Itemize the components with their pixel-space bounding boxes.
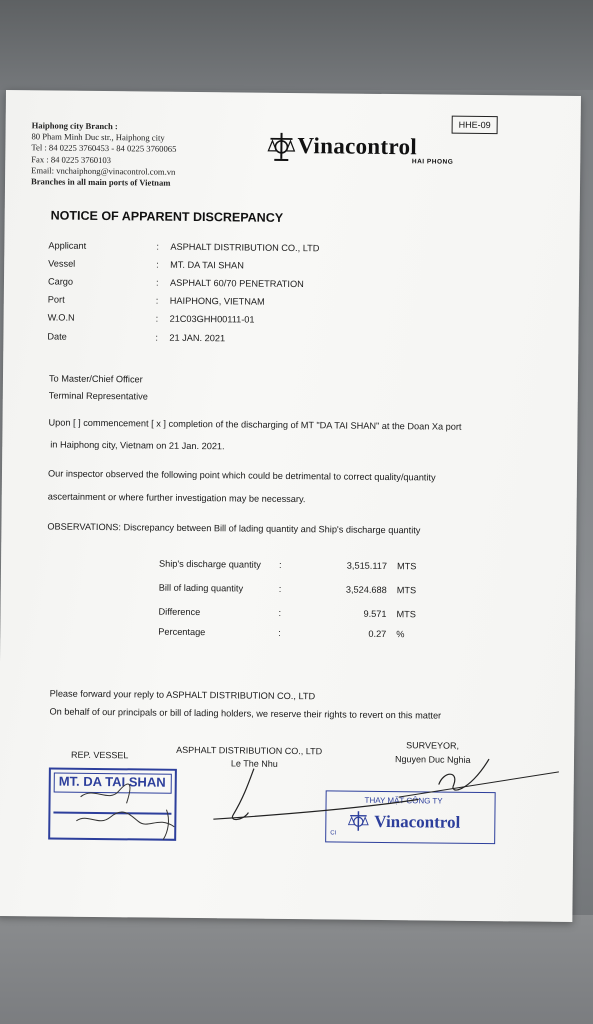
company-label: ASPHALT DISTRIBUTION CO., LTD xyxy=(176,744,323,757)
document-sheet xyxy=(0,90,581,922)
field-colon: : xyxy=(155,295,159,306)
field-value: 21C03GHH00111-01 xyxy=(169,313,255,325)
addressee-master: To Master/Chief Officer xyxy=(48,373,143,385)
field-label: W.O.N xyxy=(47,312,75,323)
vessel-stamp xyxy=(48,767,177,840)
quantity-label: Bill of lading quantity xyxy=(158,582,244,594)
branch-header xyxy=(31,120,177,189)
quantity-colon: : xyxy=(278,607,282,618)
paragraph-2-line-2: ascertainment or where further investigation may be necessary. xyxy=(47,491,306,505)
addressee-terminal: Terminal Representative xyxy=(48,390,148,402)
field-colon: : xyxy=(156,241,159,252)
branch-fax: Fax : 84 0225 3760103 xyxy=(31,153,112,165)
document-title: NOTICE OF APPARENT DISCREPANCY xyxy=(50,208,284,225)
surveyor-person: Nguyen Duc Nghia xyxy=(394,754,471,765)
quantity-unit: MTS xyxy=(396,561,417,572)
field-colon: : xyxy=(155,313,159,324)
background-bottom xyxy=(0,915,593,1024)
vessel-stamp-divider xyxy=(53,812,171,815)
vc-stamp-code: CI xyxy=(330,830,337,837)
vc-stamp-brand: Vinacontrol xyxy=(374,811,461,832)
field-colon: : xyxy=(155,332,159,343)
observations: OBSERVATIONS: Discrepancy between Bill of lading quantity and Ship's discharge quantity xyxy=(47,521,421,536)
branch-ports: Branches in all main ports of Vietnam xyxy=(30,176,171,188)
branch-email: Email: vnchaiphong@vinacontrol.com.vn xyxy=(31,165,176,177)
vc-stamp-top-text: THAY MẶT CÔNG TY xyxy=(364,795,443,806)
field-value: MT. DA TAI SHAN xyxy=(170,259,244,271)
field-label: Applicant xyxy=(48,240,87,251)
scale-icon xyxy=(267,131,295,163)
quantity-value: 3,515.117 xyxy=(346,560,388,572)
field-label: Cargo xyxy=(47,276,74,287)
branch-address: 80 Pham Minh Duc str., Haiphong city xyxy=(31,131,165,143)
quantity-colon: : xyxy=(278,559,282,570)
quantity-unit: MTS xyxy=(396,585,417,596)
branch-title: Haiphong city Branch : xyxy=(31,120,118,132)
surveyor-label: SURVEYOR, xyxy=(406,740,460,751)
branch-tel: Tel : 84 0225 3760453 - 84 0225 3760065 xyxy=(31,142,177,155)
rep-vessel-label: REP. VESSEL xyxy=(70,749,129,761)
closing-line-1: Please forward your reply to ASPHALT DISTRIBUTION CO., LTD xyxy=(49,688,316,702)
quantity-unit: % xyxy=(396,629,405,640)
quantity-colon: : xyxy=(278,583,282,594)
field-value: 21 JAN. 2021 xyxy=(169,332,226,344)
paragraph-2-line-1: Our inspector observed the following point which could be detrimental to correct quality/quantity xyxy=(47,468,436,483)
field-colon: : xyxy=(155,277,159,288)
closing-line-2: On behalf of our principals or bill of lading holders, we reserve their rights to revert on this matter xyxy=(49,706,442,721)
brand-name: Vinacontrol xyxy=(297,133,418,160)
quantity-unit: MTS xyxy=(396,609,416,620)
field-value: ASPHALT DISTRIBUTION CO., LTD xyxy=(170,241,320,254)
paragraph-1-line-1: Upon [ ] commencement [ x ] completion of the discharging of MT "DA TAI SHAN" at the Doan Xa port xyxy=(48,417,462,432)
document-code: HHE-09 xyxy=(452,116,498,134)
quantity-label: Percentage xyxy=(158,626,206,638)
quantity-label: Ship's discharge quantity xyxy=(158,558,261,570)
vinacontrol-stamp xyxy=(325,790,496,844)
brand-subtitle: HAI PHONG xyxy=(411,158,454,166)
paragraph-1-line-2: in Haiphong city, Vietnam on 21 Jan. 2021. xyxy=(50,439,225,452)
company-person: Le The Nhu xyxy=(230,758,278,769)
field-colon: : xyxy=(156,259,159,270)
scale-icon xyxy=(346,810,370,834)
background-top xyxy=(0,0,593,90)
field-label: Port xyxy=(47,294,65,305)
quantity-value: 3,524.688 xyxy=(345,584,387,596)
field-value: HAIPHONG, VIETNAM xyxy=(169,295,265,307)
vinacontrol-logo xyxy=(267,131,457,167)
quantity-label: Difference xyxy=(158,606,201,618)
quantity-value: 0.27 xyxy=(368,628,387,640)
field-label: Date xyxy=(47,331,67,342)
quantity-value: 9.571 xyxy=(363,608,387,620)
field-label: Vessel xyxy=(48,258,76,269)
vessel-stamp-name: MT. DA TAI SHAN xyxy=(58,773,166,790)
field-value: ASPHALT 60/70 PENETRATION xyxy=(169,277,304,290)
quantity-colon: : xyxy=(278,627,281,638)
